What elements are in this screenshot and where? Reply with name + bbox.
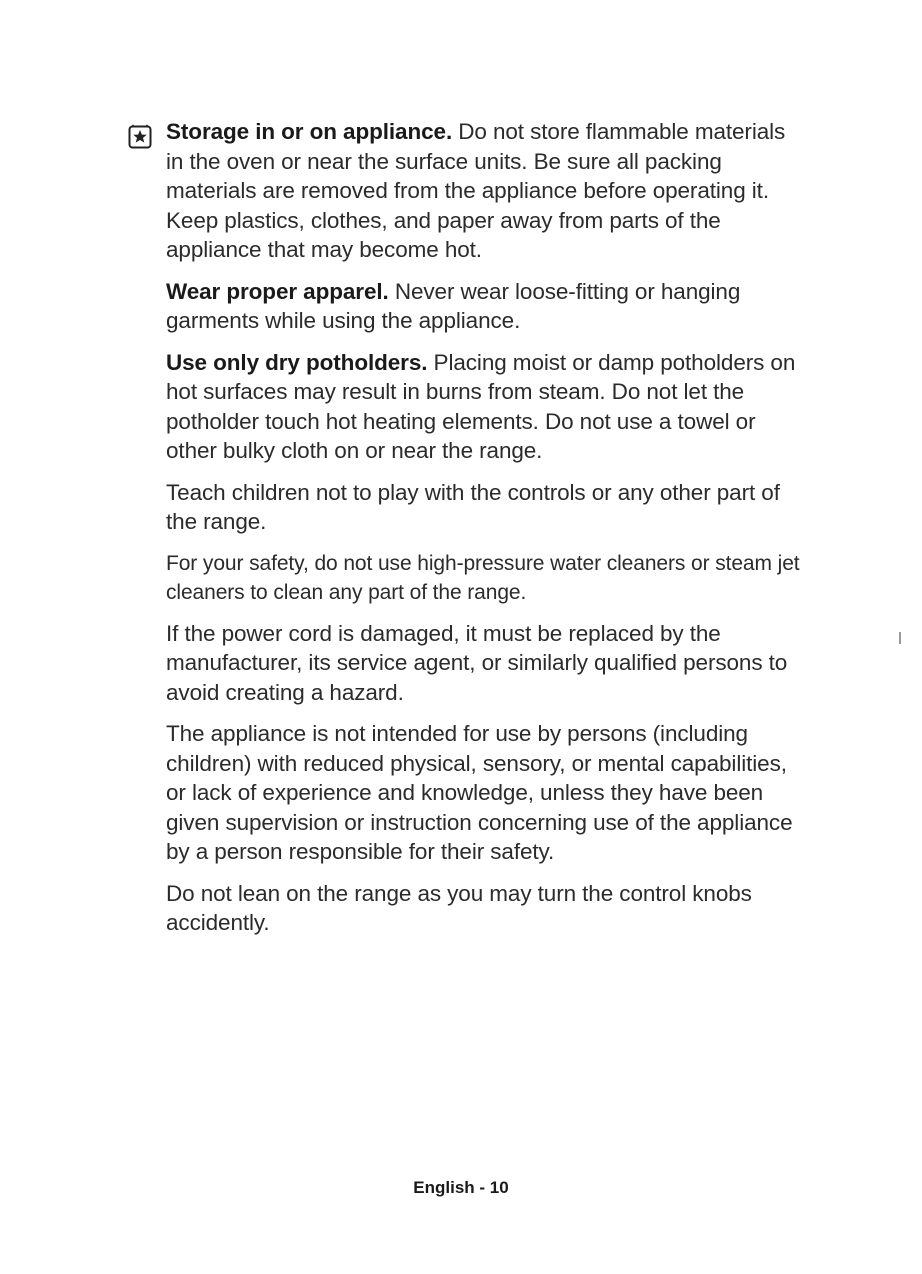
paragraph-lead: Storage in or on appliance. — [166, 119, 453, 144]
star-box-icon — [128, 124, 154, 150]
paragraph-lead: Use only dry potholders. — [166, 349, 428, 375]
paragraph-capabilities: The appliance is not intended for use by persons (including children) with reduced physical, sensory, or mental capabilities, or lack of experience and knowledge, unless they have been given supervision or instruction concerning use of the appliance by a person responsible for their safety. — [166, 721, 793, 864]
safety-text-block — [166, 117, 806, 950]
paragraph-lean: Do not lean on the range as you may turn the control knobs accidently. — [166, 880, 752, 935]
paragraph-body: Placing moist or damp potholders on hot surfaces may result in burns from steam. Do not let the potholder touch hot heating elements. Do not use a towel or other bulky cloth on or near the range. — [166, 349, 796, 463]
paragraph-children: Teach children not to play with the controls or any other part of the range. — [166, 479, 780, 534]
paragraph-body: Never wear loose-fitting or hanging garments while using the appliance. — [166, 278, 741, 333]
paragraph-lead: Wear proper apparel. — [166, 278, 389, 304]
paragraph-potholders — [166, 348, 806, 466]
paragraph-storage — [166, 117, 806, 265]
paragraph-apparel — [166, 277, 806, 336]
paragraph-body: Do not store flammable materials in the oven or near the surface units. Be sure all packing materials are removed from the appliance before operating it. Keep plastics, clothes, and paper away from parts of the appliance that may become hot. — [166, 119, 786, 262]
paragraph-pressure-cleaners: For your safety, do not use high-pressure water cleaners or steam jet cleaners to clean any part of the range. — [166, 551, 800, 604]
paragraph-power-cord: If the power cord is damaged, it must be replaced by the manufacturer, its service agent, or similarly qualified persons to avoid creating a hazard. — [166, 620, 788, 705]
page-footer: English - 10 — [413, 1178, 509, 1197]
scan-mark — [899, 632, 901, 644]
